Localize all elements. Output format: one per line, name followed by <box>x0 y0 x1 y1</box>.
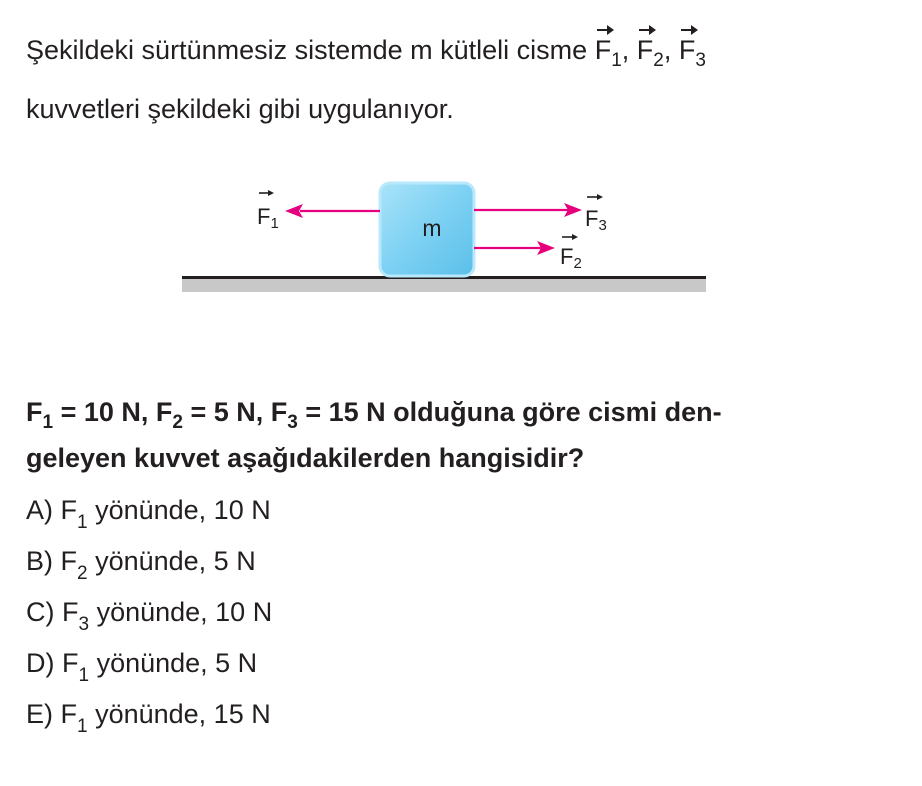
option-label: C) F <box>26 597 79 627</box>
question-stem-line-2: kuvvetleri şekildeki gibi uygulanıyor. <box>26 94 454 124</box>
vector-arrowhead <box>572 234 578 240</box>
force-f3-label: F3 <box>585 206 607 234</box>
force-subscript: 1 <box>42 412 54 433</box>
force-letter: F <box>270 397 288 427</box>
option-label: E) F <box>26 699 77 729</box>
vector-letter: F <box>594 35 612 65</box>
stem-text: Şekildeki sürtünmesiz sistemde m kütleli cisme <box>26 35 595 65</box>
ground-shadow <box>182 278 706 292</box>
force-value: = 15 N olduğuna göre cismi den- <box>297 397 722 427</box>
option-d[interactable] <box>26 647 258 686</box>
mass-label: m <box>422 215 442 241</box>
question-line-2: geleyen kuvvet aşağıdakilerden hangisidir? <box>26 443 585 473</box>
option-subscript: 1 <box>78 665 90 686</box>
option-b[interactable] <box>26 545 256 584</box>
vector-f3 <box>679 34 696 66</box>
option-text: yönünde, 15 N <box>87 699 271 729</box>
force-value: = 5 N, <box>182 397 271 427</box>
option-text: yönünde, 10 N <box>89 597 273 627</box>
option-subscript: 1 <box>77 512 88 533</box>
option-e[interactable] <box>26 698 271 737</box>
option-subscript: 3 <box>78 614 90 635</box>
option-text: yönünde, 10 N <box>87 495 271 525</box>
vector-letter: F <box>678 35 696 65</box>
force-subscript: 3 <box>287 412 298 433</box>
vector-subscript: 2 <box>653 50 664 71</box>
question-line-1 <box>26 396 722 433</box>
vector-f2 <box>637 34 654 66</box>
force-f2-label: F2 <box>560 244 582 272</box>
option-subscript: 1 <box>77 716 88 737</box>
vector-arrowhead <box>268 190 274 196</box>
option-label: B) F <box>26 546 77 576</box>
separator: , <box>663 35 679 65</box>
option-text: yönünde, 5 N <box>87 546 256 576</box>
force-letter: F <box>26 397 43 427</box>
option-a[interactable] <box>26 494 271 533</box>
option-c[interactable] <box>26 596 273 635</box>
force-value: = 10 N, <box>53 397 156 427</box>
vector-subscript: 3 <box>695 50 706 71</box>
option-label: D) F <box>26 648 79 678</box>
force-f1-label: F1 <box>257 204 279 232</box>
question-stem-line-1 <box>26 34 706 71</box>
vector-letter: F <box>636 35 654 65</box>
vector-arrowhead <box>597 194 603 200</box>
option-subscript: 2 <box>77 563 88 584</box>
force-subscript: 2 <box>172 412 183 433</box>
option-text: yönünde, 5 N <box>89 648 258 678</box>
vector-f1 <box>595 34 612 66</box>
vector-subscript: 1 <box>611 50 622 71</box>
separator: , <box>621 35 637 65</box>
force-diagram <box>0 170 922 310</box>
force-letter: F <box>155 397 173 427</box>
option-label: A) F <box>26 495 77 525</box>
